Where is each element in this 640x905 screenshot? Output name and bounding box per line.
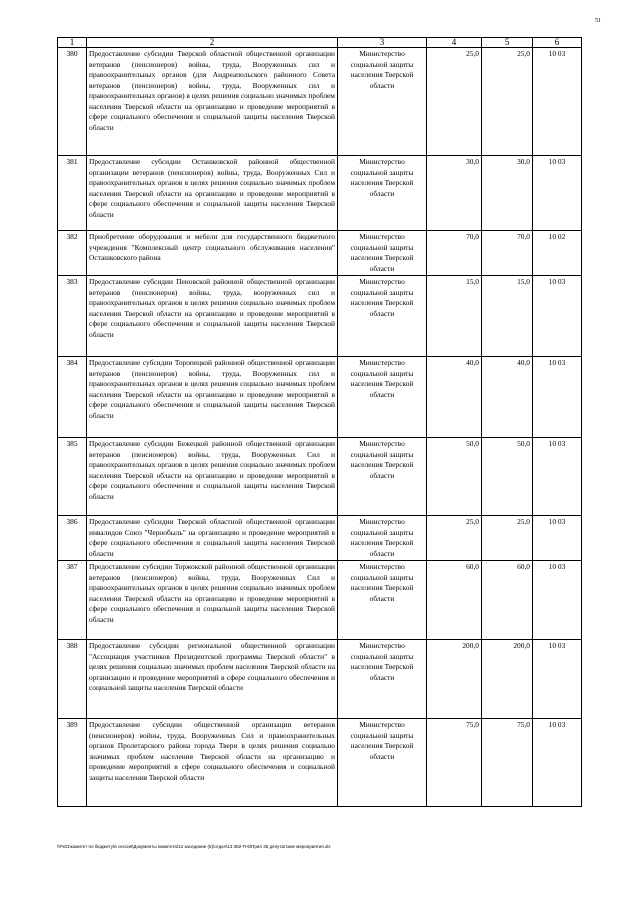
row-value-5: 25,0 <box>482 516 533 561</box>
row-description: Предоставление субсидии Торжокской районной общественной организации ветеранов (пенсионеров) войны, труда, Вооруженных Сил и правоохранительных органов в целях решения социально значимых проблем населения Тверской области на организацию и проведение мероприятий в сфере социального обеспечения и социальной защиты населения Тверской области <box>87 561 338 640</box>
row-value-4: 25,0 <box>427 48 482 156</box>
table-row <box>58 357 582 438</box>
table-header-row <box>58 38 582 48</box>
row-value-5: 200,0 <box>482 640 533 719</box>
row-description: Предоставление субсидии Торопецкой районной общественной организации ветеранов (пенсионеров) войны, труда, Вооруженных сил и правоохранительных органов в целях решения социально значимых проблем населения Тверской области на организацию и проведение мероприятий в сфере социального обеспечения и социальной защиты населения Тверской области <box>87 357 338 438</box>
row-code: 10 03 <box>533 357 582 438</box>
row-value-5: 25,0 <box>482 48 533 156</box>
row-ministry: Министерство социальной защиты населения Тверской области <box>338 156 427 231</box>
row-value-4: 200,0 <box>427 640 482 719</box>
row-ministry: Министерство социальной защиты населения Тверской области <box>338 48 427 156</box>
row-value-4: 50,0 <box>427 438 482 516</box>
column-header-5: 5 <box>482 38 533 48</box>
table-row <box>58 276 582 357</box>
row-description: Предоставление субсидии Тверской областной общественной организации инвалидов Союз "Чернобыль" на организацию и проведение мероприятий в сфере социального обеспечения и социальной защиты населения Тверской области <box>87 516 338 561</box>
column-header-2: 2 <box>87 38 338 48</box>
row-value-4: 30,0 <box>427 156 482 231</box>
table-row <box>58 231 582 276</box>
row-description: Предоставление субсидии Пеновской районной общественной организации ветеранов (пенсионеров) войны, труда, вооруженных сил и правоохранительных органов в целях решения социально значимых проблем населения Тверской области на организацию и проведение мероприятий в сфере социального обеспечения и социальной защиты населения Тверской области <box>87 276 338 357</box>
row-number: 385 <box>58 438 87 516</box>
row-description: Предоставление субсидии Бежецкой районной общественной организации ветеранов (пенсионеров) войны, труда, Вооруженных Сил и правоохранительных органов в целях решения социально значимых проблем населения Тверской области на организацию и проведение мероприятий в сфере социального обеспечения и социальной защиты населения Тверской области <box>87 438 338 516</box>
row-code: 10 02 <box>533 231 582 276</box>
row-ministry: Министерство социальной защиты населения Тверской области <box>338 276 427 357</box>
row-ministry: Министерство социальной защиты населения Тверской области <box>338 561 427 640</box>
row-description: Приобретение оборудования и мебели для государственного бюджетного учреждения "Комплексный центр социального обслуживания населения" Осташковского района <box>87 231 338 276</box>
row-code: 10 03 <box>533 561 582 640</box>
row-description: Предоставление субсидии Тверской областной общественной организации ветеранов (пенсионеров) войны, труда, Вооруженных сил и правоохранительных органов (для Андреапольского районного Совета ветеранов (пенсионеров) войны, труда, Вооруженных сил и правоохранительных органов) в целях решения социально значимых проблем населения Тверской области на организацию и проведение мероприятий в сфере социального обеспечения и социальной защиты населения Тверской области <box>87 48 338 156</box>
row-value-5: 60,0 <box>482 561 533 640</box>
row-value-4: 25,0 <box>427 516 482 561</box>
row-number: 388 <box>58 640 87 719</box>
table-row <box>58 719 582 807</box>
row-number: 384 <box>58 357 87 438</box>
row-value-5: 15,0 <box>482 276 533 357</box>
row-number: 383 <box>58 276 87 357</box>
row-description: Предоставление субсидии Осташковской районной общественной организации ветеранов (пенсионеров) войны, труда, Вооруженных Сил и правоохранительных органов в целях решения социально значимых проблем населения Тверской области на организацию и проведение мероприятий в сфере социального обеспечения и социальной защиты населения Тверской области <box>87 156 338 231</box>
table-row <box>58 640 582 719</box>
row-value-4: 60,0 <box>427 561 482 640</box>
row-ministry: Министерство социальной защиты населения Тверской области <box>338 719 427 807</box>
row-value-4: 75,0 <box>427 719 482 807</box>
row-value-5: 75,0 <box>482 719 533 807</box>
row-code: 10 03 <box>533 516 582 561</box>
page-number: 51 <box>595 18 601 24</box>
table-row <box>58 48 582 156</box>
row-number: 382 <box>58 231 87 276</box>
table-row <box>58 516 582 561</box>
row-value-5: 70,0 <box>482 231 533 276</box>
table-row <box>58 156 582 231</box>
column-header-6: 6 <box>533 38 582 48</box>
row-ministry: Министерство социальной защиты населения Тверской области <box>338 438 427 516</box>
table-row <box>58 438 582 516</box>
row-ministry: Министерство социальной защиты населения Тверской области <box>338 516 427 561</box>
column-header-4: 4 <box>427 38 482 48</box>
row-code: 10 03 <box>533 48 582 156</box>
row-number: 380 <box>58 48 87 156</box>
row-description: Предоставление субсидии региональной общественной организации "Ассоциация участников Президентской программы Тверской области" в целях решения социально значимых проблем населения Тверской области на организацию и проведение мероприятий в сфере социального обеспечения и социальной защиты населения Тверской области <box>87 640 338 719</box>
row-value-4: 40,0 <box>427 357 482 438</box>
row-code: 10 03 <box>533 156 582 231</box>
column-header-1: 1 <box>58 38 87 48</box>
row-number: 381 <box>58 156 87 231</box>
row-value-5: 40,0 <box>482 357 533 438</box>
row-ministry: Министерство социальной защиты населения Тверской области <box>338 640 427 719</box>
row-number: 387 <box>58 561 87 640</box>
row-value-5: 50,0 <box>482 438 533 516</box>
row-value-4: 70,0 <box>427 231 482 276</box>
row-code: 10 03 <box>533 276 582 357</box>
row-number: 386 <box>58 516 87 561</box>
row-description: Предоставление субсидии общественной организации ветеранов (пенсионеров) войны, труда, Вооруженных Сил и правоохранительных органов Пролетарского района города Твери в целях решения социально значимых проблем населения Тверской области на организацию и проведение мероприятий в сфере социального обеспечения и социальной защиты населения Тверской области <box>87 719 338 807</box>
footer-file-path: \\Fs01\комитет по бюджету\6 сессия\Документы комитета\12 заседание (6)\отдел\13 382-П-6\Прил 35 депутатские мероприятия.xls <box>57 844 331 849</box>
row-code: 10 03 <box>533 719 582 807</box>
column-header-3: 3 <box>338 38 427 48</box>
budget-table <box>57 37 582 807</box>
row-ministry: Министерство социальной защиты населения Тверской области <box>338 231 427 276</box>
row-ministry: Министерство социальной защиты населения Тверской области <box>338 357 427 438</box>
row-value-5: 30,0 <box>482 156 533 231</box>
row-number: 389 <box>58 719 87 807</box>
row-code: 10 03 <box>533 438 582 516</box>
table-row <box>58 561 582 640</box>
row-value-4: 15,0 <box>427 276 482 357</box>
row-code: 10 03 <box>533 640 582 719</box>
